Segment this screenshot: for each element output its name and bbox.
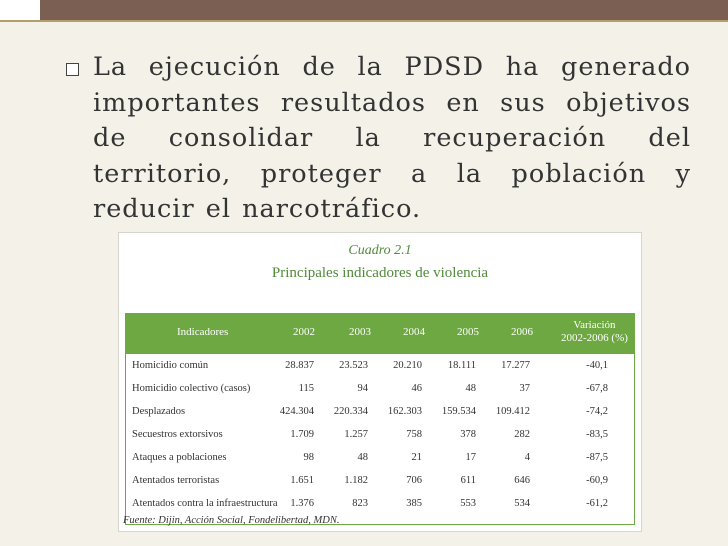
- slide-paragraph: La ejecución de la PDSD ha generado importantes resultados en sus objetivos de consolidar la recuperación del territorio, proteger a la población y reducir el narcotráfico.: [93, 52, 691, 224]
- table-caption-title: Principales indicadores de violencia: [271, 265, 489, 281]
- header-2006: 2006: [511, 326, 533, 338]
- header-2005: 2005: [457, 326, 479, 338]
- cell-2004: 21: [411, 452, 422, 463]
- header-variacion: [561, 319, 628, 345]
- cell-2005: 378: [460, 429, 476, 440]
- cell-2006: 17.277: [501, 360, 530, 371]
- cell-variacion: -40,1: [586, 360, 608, 371]
- cell-2003: 94: [357, 383, 368, 394]
- cell-2003: 823: [352, 498, 368, 509]
- table-row: [126, 356, 634, 379]
- cell-2004: 385: [406, 498, 422, 509]
- table-source-note: Fuente: Dijin, Acción Social, Fondelibertad, MDN.: [123, 515, 340, 526]
- cell-2005: 159.534: [441, 406, 476, 417]
- row-label: Atentados terroristas: [132, 475, 220, 486]
- cell-2006: 109.412: [495, 406, 530, 417]
- cell-2005: 48: [465, 383, 476, 394]
- table-row: [126, 471, 634, 494]
- cell-2002: 1.651: [290, 475, 314, 486]
- header-2004: 2004: [403, 326, 425, 338]
- indicators-table-figure: [118, 232, 642, 532]
- cell-2003: 48: [357, 452, 368, 463]
- cell-variacion: -60,9: [586, 475, 608, 486]
- cell-2006: 4: [524, 452, 530, 463]
- header-2002: 2002: [293, 326, 315, 338]
- cell-2003: 1.257: [344, 429, 368, 440]
- cell-2004: 162.303: [387, 406, 422, 417]
- cell-2002: 28.837: [285, 360, 314, 371]
- table-caption-number: Cuadro 2.1: [348, 243, 412, 258]
- table-row: [126, 425, 634, 448]
- cell-2002: 1.709: [290, 429, 314, 440]
- cell-variacion: -67,8: [586, 383, 608, 394]
- top-bar-left-block: [0, 0, 40, 20]
- top-bar-underline: [0, 20, 728, 22]
- row-label: Secuestros extorsivos: [132, 429, 223, 440]
- row-label: Atentados contra la infraestructura: [132, 498, 278, 509]
- header-variacion-line2: 2002-2006 (%): [561, 332, 628, 344]
- header-2003: 2003: [349, 326, 371, 338]
- cell-2005: 611: [460, 475, 476, 486]
- cell-2002: 115: [298, 383, 314, 394]
- table-body: [125, 353, 635, 525]
- top-bar: [0, 0, 728, 20]
- cell-variacion: -74,2: [586, 406, 608, 417]
- table-header: [125, 313, 635, 353]
- header-variacion-line1: Variación: [573, 319, 616, 331]
- cell-2003: 1.182: [344, 475, 368, 486]
- cell-2005: 18.111: [447, 360, 476, 371]
- cell-variacion: -83,5: [586, 429, 608, 440]
- table-row: [126, 379, 634, 402]
- cell-2005: 553: [460, 498, 476, 509]
- cell-2003: 220.334: [333, 406, 368, 417]
- cell-2004: 758: [406, 429, 422, 440]
- table-row: [126, 494, 634, 517]
- cell-2006: 37: [519, 383, 530, 394]
- cell-variacion: -87,5: [586, 452, 608, 463]
- bullet-square-icon: [66, 63, 79, 76]
- cell-2002: 98: [303, 452, 314, 463]
- cell-2006: 282: [514, 429, 530, 440]
- row-label: Desplazados: [132, 406, 186, 417]
- header-indicadores: Indicadores: [177, 326, 229, 338]
- cell-variacion: -61,2: [586, 498, 608, 509]
- cell-2003: 23.523: [339, 360, 368, 371]
- cell-2004: 20.210: [393, 360, 422, 371]
- row-label: Ataques a poblaciones: [132, 452, 227, 463]
- table-row: [126, 448, 634, 471]
- cell-2004: 46: [411, 383, 422, 394]
- row-label: Homicidio común: [132, 360, 209, 371]
- table-row: [126, 402, 634, 425]
- cell-2006: 646: [514, 475, 530, 486]
- row-label: Homicidio colectivo (casos): [132, 383, 251, 394]
- cell-2004: 706: [406, 475, 422, 486]
- cell-2002: 1.376: [290, 498, 314, 509]
- cell-2005: 17: [465, 452, 476, 463]
- cell-2002: 424.304: [279, 406, 314, 417]
- cell-2006: 534: [514, 498, 530, 509]
